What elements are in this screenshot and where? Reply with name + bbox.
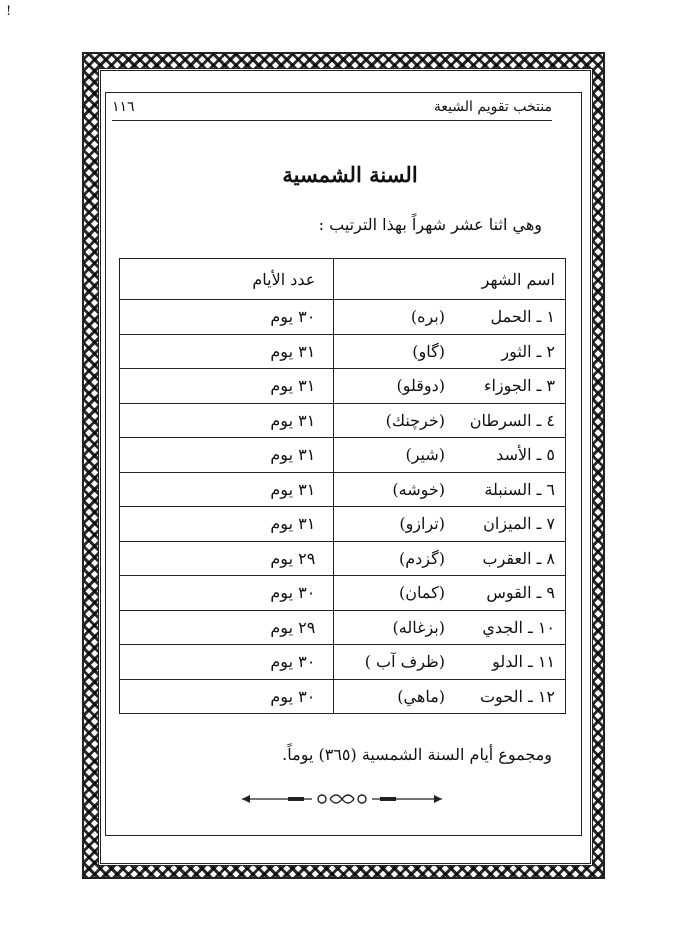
month-cell [334, 610, 566, 645]
month-cell [334, 507, 566, 542]
month-cell [334, 300, 566, 335]
table-row [120, 610, 566, 645]
persian-name: (خرچنك) [385, 410, 445, 430]
month-name: ٧ ـ الميزان [483, 514, 555, 534]
table-row [120, 369, 566, 404]
days-count: ٣١ يوم [120, 369, 334, 404]
corner-mark: ! [6, 4, 12, 19]
month-cell [334, 541, 566, 576]
persian-name: (ظرف آب ) [364, 652, 445, 672]
decorative-divider-ornament [240, 790, 444, 808]
month-name: ٢ ـ الثور [501, 341, 555, 361]
total-days-text: ومجموع أيام السنة الشمسية (٣٦٥) يوماً. [282, 745, 552, 764]
column-header-days: عدد الأيام [120, 259, 334, 300]
persian-name: (بزغاله) [392, 617, 445, 637]
persian-name: (كمان) [399, 583, 445, 603]
month-cell [334, 403, 566, 438]
month-cell [334, 472, 566, 507]
table-row [120, 576, 566, 611]
month-cell [334, 438, 566, 473]
month-name: ٤ ـ السرطان [469, 410, 555, 430]
month-name: ٣ ـ الجوزاء [483, 376, 555, 396]
running-header [112, 94, 552, 121]
table-row [120, 541, 566, 576]
persian-name: (شير) [405, 445, 445, 465]
month-cell [334, 334, 566, 369]
column-header-name: اسم الشهر [334, 259, 566, 300]
table-row [120, 300, 566, 335]
table-row [120, 472, 566, 507]
persian-name: (ترازو) [399, 514, 445, 534]
persian-name: (خوشه) [392, 479, 445, 499]
days-count: ٣٠ يوم [120, 679, 334, 714]
intro-text: وهي اثنا عشر شهراً بهذا الترتيب : [318, 215, 542, 234]
table-row [120, 645, 566, 680]
month-name: ١ ـ الحمل [490, 307, 555, 327]
month-cell [334, 645, 566, 680]
page-number: ١١٦ [112, 99, 135, 115]
days-count: ٣٠ يوم [120, 576, 334, 611]
table-row [120, 403, 566, 438]
months-table [119, 258, 566, 714]
month-name: ٨ ـ العقرب [482, 548, 555, 568]
days-count: ٣١ يوم [120, 334, 334, 369]
days-count: ٢٩ يوم [120, 610, 334, 645]
month-name: ٥ ـ الأسد [496, 445, 555, 465]
persian-name: (گاو) [412, 341, 445, 361]
month-name: ٦ ـ السنبلة [484, 479, 555, 499]
month-cell [334, 576, 566, 611]
page-title: السنة الشمسية [282, 162, 418, 187]
persian-name: (گزدم) [399, 548, 445, 568]
month-name: ١١ ـ الدلو [492, 652, 555, 672]
book-title: منتخب تقويم الشيعة [433, 99, 552, 115]
days-count: ٣٠ يوم [120, 645, 334, 680]
persian-name: (بره) [410, 307, 445, 327]
days-count: ٣٠ يوم [120, 300, 334, 335]
month-cell [334, 679, 566, 714]
table-header-row [120, 259, 566, 300]
table-body [120, 300, 566, 714]
month-cell [334, 369, 566, 404]
month-name: ١٠ ـ الجدي [482, 617, 555, 637]
month-name: ٩ ـ القوس [486, 583, 555, 603]
days-count: ٣١ يوم [120, 472, 334, 507]
days-count: ٣١ يوم [120, 507, 334, 542]
persian-name: (دوقلو) [396, 376, 445, 396]
table-row [120, 334, 566, 369]
table-row [120, 507, 566, 542]
days-count: ٣١ يوم [120, 403, 334, 438]
table-row [120, 438, 566, 473]
month-name: ١٢ ـ الحوت [479, 686, 555, 706]
persian-name: (ماهي) [397, 686, 445, 706]
days-count: ٢٩ يوم [120, 541, 334, 576]
table-row [120, 679, 566, 714]
days-count: ٣١ يوم [120, 438, 334, 473]
